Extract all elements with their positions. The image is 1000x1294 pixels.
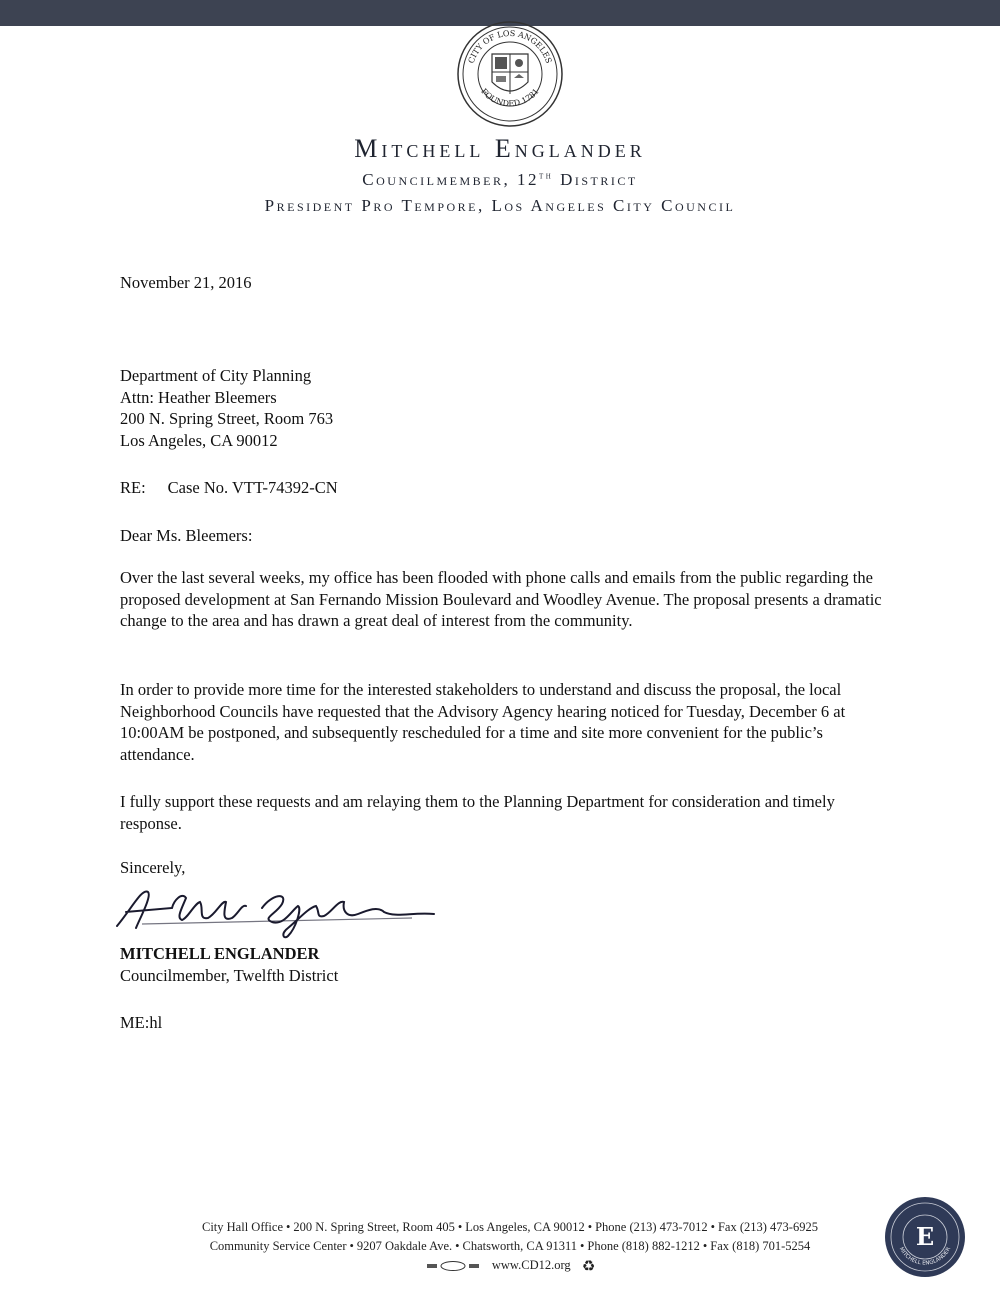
- recycle-icon: ♻: [581, 1256, 596, 1275]
- recipient-line: Attn: Heather Bleemers: [120, 387, 277, 407]
- signer-name: MITCHELL ENGLANDER: [120, 944, 320, 963]
- recipient-line: Department of City Planning: [120, 366, 312, 385]
- letterhead-position: President Pro Tempore, Los Angeles City Council: [264, 196, 736, 215]
- recipient-line: Los Angeles, CA 90012: [120, 430, 278, 450]
- body-paragraph-1: Over the last several weeks, my office has been flooded with phone calls and emails from the public regarding the proposed development at San Fernando Mission Boulevard and Woodley Avenue. The proposal presents a dramatic change to the area and has drawn a great deal of interest from the community.: [120, 568, 882, 630]
- footer-line-2: Community Service Center • 9207 Oakdale Ave. • Chatsworth, CA 91311 • Phone (818) 882-1212 • Fax (818) 701-5254: [209, 1239, 811, 1253]
- city-seal: [456, 20, 564, 128]
- englander-badge: [884, 1196, 966, 1278]
- re-case: Case No. VTT-74392-CN: [167, 478, 338, 497]
- recipient-address: [120, 365, 890, 451]
- union-label-icon: [425, 1261, 481, 1271]
- re-line: [120, 477, 890, 499]
- badge-letter: E: [915, 1222, 935, 1251]
- handwritten-signature: [112, 878, 442, 948]
- re-label: RE:: [120, 478, 146, 497]
- website-link[interactable]: www.CD12.org: [491, 1258, 571, 1272]
- footer-line-3: [110, 1256, 910, 1276]
- signer-title: Councilmember, Twelfth District: [120, 965, 339, 985]
- footer: [110, 1218, 910, 1276]
- salutation: Dear Ms. Bleemers:: [120, 526, 253, 545]
- seal-top-text: CITY OF LOS ANGELES: [466, 28, 554, 65]
- closing: Sincerely,: [120, 858, 186, 877]
- initials: ME:hl: [120, 1013, 163, 1032]
- letterhead-name: Mitchell Englander: [354, 134, 646, 163]
- body-paragraph-3: I fully support these requests and am relaying them to the Planning Department for consideration and timely response.: [120, 792, 835, 833]
- recipient-line: 200 N. Spring Street, Room 763: [120, 409, 334, 428]
- footer-line-1: City Hall Office • 200 N. Spring Street, Room 405 • Los Angeles, CA 90012 • Phone (213) 473-7012 • Fax (213) 473-6925: [202, 1220, 818, 1234]
- signer-block: [120, 943, 890, 986]
- badge-ring-text: MITCHELL ENGLANDER: [897, 1246, 953, 1267]
- letterhead-title: Councilmember, 12th District: [362, 170, 638, 189]
- seal-bottom-text: FOUNDED 1781: [479, 86, 541, 109]
- body-paragraph-2: In order to provide more time for the interested stakeholders to understand and discuss the proposal, the local Neighborhood Councils have requested that the Advisory Agency hearing noticed for Tuesday, December 6 at 10:00AM be postponed, and subsequently rescheduled for a time and site more convenient for the public’s attendance.: [120, 680, 846, 764]
- letterhead: [0, 130, 1000, 216]
- letter-date: November 21, 2016: [120, 273, 252, 292]
